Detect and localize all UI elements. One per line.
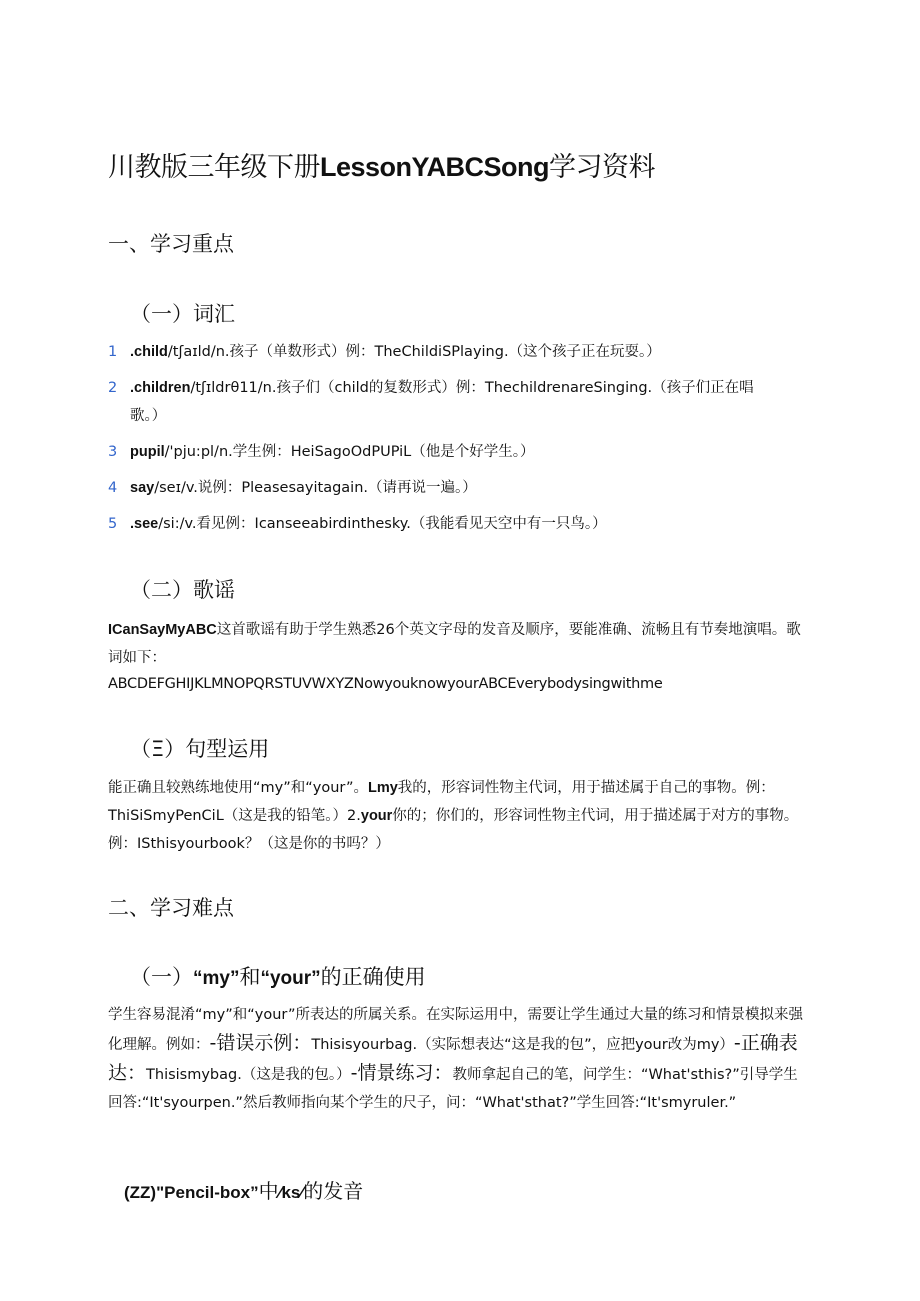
heading-part: ∕ks∕ xyxy=(278,1183,304,1202)
usage-text: 你的；你们的，形容词性物主代词，用于描述属于对方的事物。例：ISthisyourbook？（这是你的书吗？） xyxy=(108,808,799,852)
list-number: 5 xyxy=(108,516,118,532)
heading-part: 的正确使用 xyxy=(320,965,426,989)
usage-keyword-your: your xyxy=(360,808,393,824)
list-item xyxy=(108,338,808,366)
usage-text: 能正确且较熟练地使用“my”和“your”。 xyxy=(108,780,368,796)
heading-part: 和 xyxy=(239,965,261,989)
rhyme-lyrics: ABCDEFGHIJKLMNOPQRSTUVWXYZNowyouknowyourABCEverybodysingwithme xyxy=(108,676,663,692)
rhyme-title: ICanSayMyABC xyxy=(108,622,217,638)
list-item xyxy=(108,510,808,538)
subheading-rhyme: （二）歌谣 xyxy=(130,578,235,602)
vocabulary-list xyxy=(108,338,808,538)
list-number: 2 xyxy=(108,380,118,396)
vocab-definition: ∕tʃaɪld∕n.孩子（单数形式）例：TheChildiSPlaying.（这个孩子正在玩耍。） xyxy=(167,344,661,360)
vocab-word: .child xyxy=(130,344,168,360)
heading-part: 中 xyxy=(258,1179,279,1203)
sentence-patterns-paragraph xyxy=(108,774,808,858)
vocab-definition: ∕seɪ∕v.说例：Pleasesayitagain.（请再说一遍。） xyxy=(154,480,477,496)
example-label-scenario: -情景练习： xyxy=(350,1062,453,1084)
heading-part: (ZZ)"Pencil-box” xyxy=(124,1183,259,1202)
usage-text: 我的，形容词性物主代词，用于描述属于自己的事物。例：ThiSiSmyPenCiL（这是我的铅笔。）2. xyxy=(108,780,775,824)
difficulty-text: 学生容易混淆“my”和“your”所表达的所属关系。在实际运用中，需要让学生通过大量的练习和情景模拟来强化理解。例如： xyxy=(108,1007,803,1053)
example-label-correct: -正确表达： xyxy=(108,1032,798,1084)
title-suffix: 学习资料 xyxy=(549,152,656,183)
vocab-word: .children xyxy=(130,380,191,396)
list-item xyxy=(108,438,808,466)
vocab-definition-continued: 歌。） xyxy=(130,408,167,424)
list-number: 4 xyxy=(108,480,118,496)
vocab-word: say xyxy=(130,480,155,496)
section-heading-key-points: 一、学习重点 xyxy=(108,232,234,256)
page-title xyxy=(108,145,655,184)
difficulty-text: 教师拿起自己的笔，问学生：“What'sthis?”引导学生回答:“It'syourpen.”然后教师指向某个学生的尺子，问：“What'sthat?”学生回答:“It'smyruler.” xyxy=(108,1067,798,1111)
vocab-definition: ∕'pju:pl/n.学生例：HeiSagoOdPUPiL（他是个好学生。） xyxy=(164,444,535,460)
title-prefix: 川教版三年级下册 xyxy=(108,152,320,183)
list-item xyxy=(108,374,808,430)
subheading-pencil-box xyxy=(124,1175,363,1204)
rhyme-paragraph xyxy=(108,616,808,672)
subheading-my-your xyxy=(130,961,426,991)
difficulty-text: Thisisyourbag.（实际想表达“这是我的包”，应把your改为my） xyxy=(311,1037,734,1053)
heading-part: “my” xyxy=(193,968,240,989)
heading-part: “your” xyxy=(260,968,321,989)
vocab-word: pupil xyxy=(130,444,165,460)
difficulty-text: Thisismybag.（这是我的包。） xyxy=(146,1067,351,1083)
vocab-definition: /si:/v.看见例：Icanseeabirdinthesky.（我能看见天空中有一只鸟。） xyxy=(158,516,607,532)
vocab-word: .see xyxy=(130,516,159,532)
subheading-sentence-patterns: （Ξ）句型运用 xyxy=(130,737,270,761)
difficulty-paragraph xyxy=(108,1001,808,1117)
heading-part: （一） xyxy=(130,965,193,989)
usage-keyword-my: Lmy xyxy=(367,780,398,796)
rhyme-description: 这首歌谣有助于学生熟悉26个英文字母的发音及顺序，要能准确、流畅且有节奏地演唱。歌词如下： xyxy=(108,622,801,666)
list-number: 1 xyxy=(108,344,118,360)
subheading-vocabulary: （一）词汇 xyxy=(130,302,235,326)
section-heading-difficulties: 二、学习难点 xyxy=(108,896,234,920)
list-number: 3 xyxy=(108,444,118,460)
example-label-wrong: -错误示例： xyxy=(209,1032,312,1054)
heading-part: 的发音 xyxy=(303,1179,364,1203)
vocab-definition: ∕tʃɪldrθ11∕n.孩子们（child的复数形式）例：ThechildrenareSinging.（孩子们正在唱 xyxy=(190,380,754,396)
title-lesson: LessonYABCSong xyxy=(320,152,550,182)
list-item xyxy=(108,474,808,502)
